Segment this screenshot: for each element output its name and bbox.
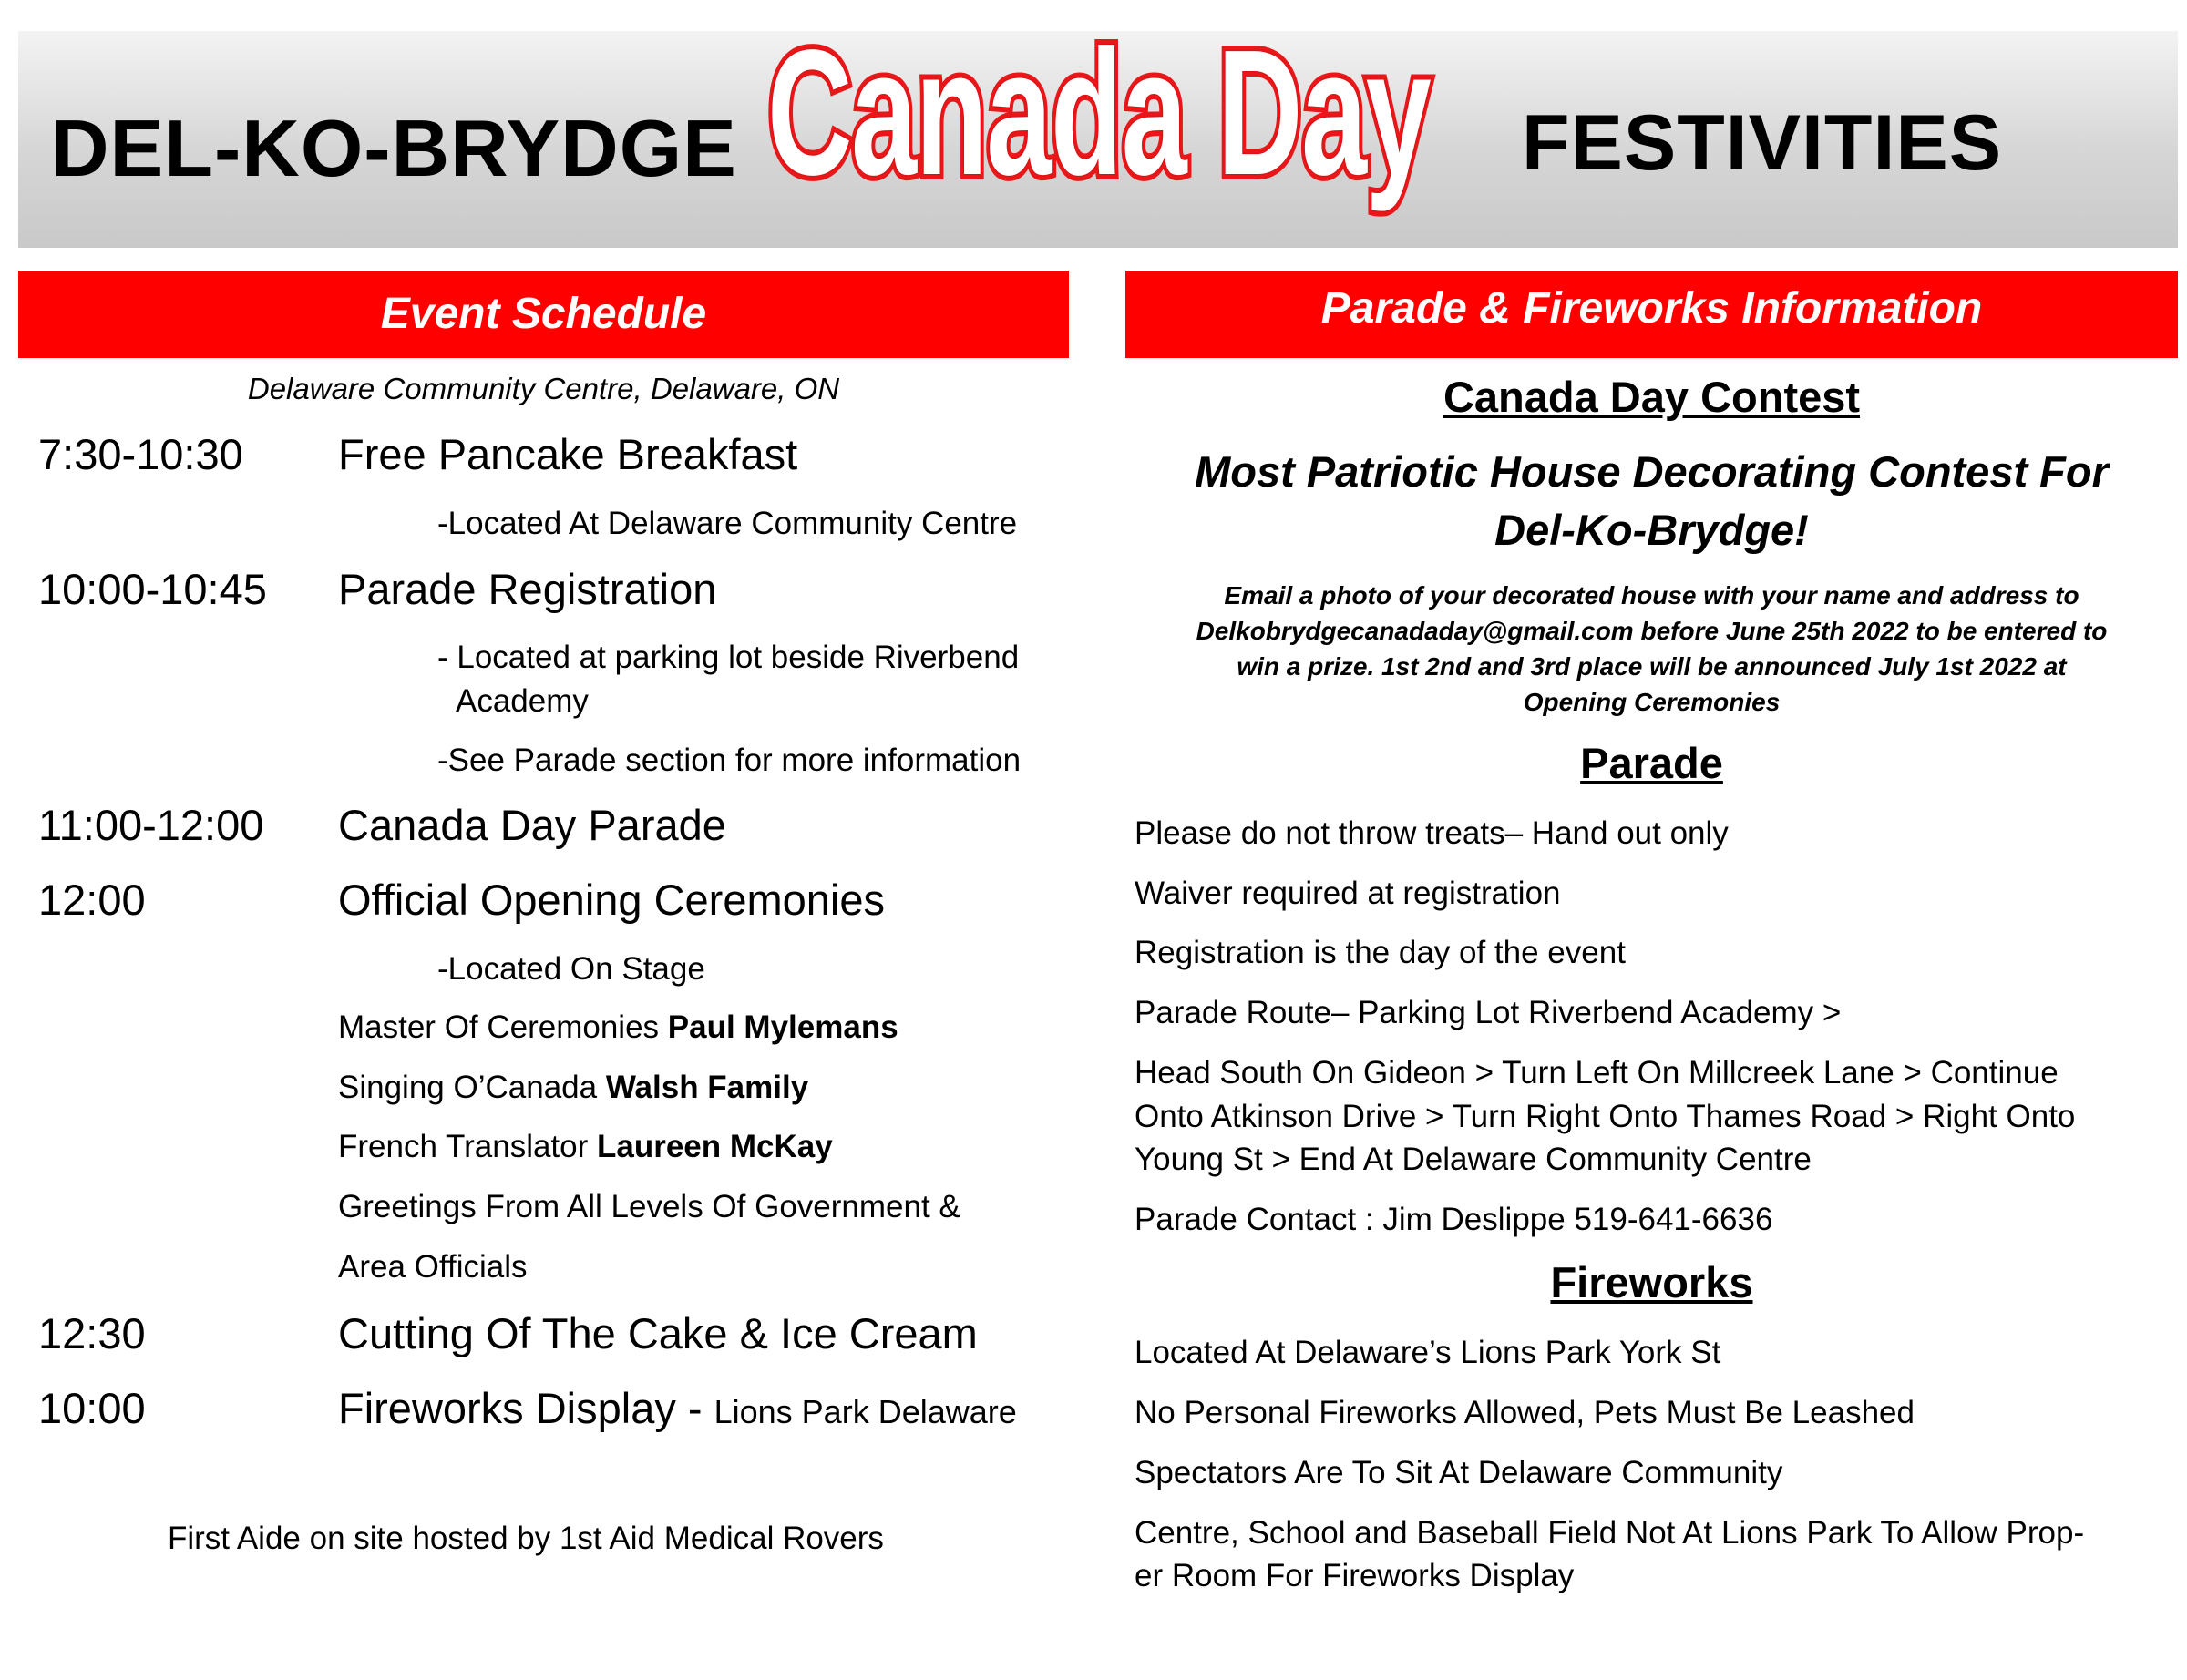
event-detail: -Located On Stage — [437, 951, 705, 987]
parade-route-line: Onto Atkinson Drive > Turn Right Onto Thames Road > Right Onto — [1135, 1099, 2076, 1134]
event-detail: -Located At Delaware Community Centre — [437, 506, 1018, 541]
contest-details: Delkobrydgecanadaday@gmail.com before June 25th 2022 to be entered to — [1196, 617, 2108, 645]
parade-contact: Parade Contact : Jim Deslippe 519-641-6636 — [1135, 1202, 1773, 1237]
event-time: 10:00 — [38, 1384, 146, 1432]
event-detail: Academy — [456, 683, 589, 719]
event-detail: - Located at parking lot beside Riverbend — [437, 640, 1020, 675]
parade-info-line: Please do not throw treats– Hand out only — [1135, 815, 1729, 851]
parade-info-line: Registration is the day of the event — [1135, 935, 1626, 970]
parade-info-header: Parade & Fireworks Information — [1125, 271, 2178, 358]
parade-info-line: Parade Route– Parking Lot Riverbend Academy > — [1135, 995, 1842, 1030]
event-title: Fireworks Display - Lions Park Delaware — [338, 1384, 1017, 1432]
event-title: Canada Day Parade — [338, 801, 726, 849]
ceremony-person: Singing O’Canada Walsh Family — [338, 1070, 809, 1105]
event-time: 10:00-10:45 — [38, 565, 267, 613]
contest-details: Opening Ceremonies — [1523, 688, 1781, 716]
event-title: Cutting Of The Cake & Ice Cream — [338, 1309, 978, 1357]
contest-title: Most Patriotic House Decorating Contest For — [1195, 447, 2109, 496]
banner-title: Canada Day — [767, 13, 1431, 212]
fireworks-info-line: Centre, School and Baseball Field Not At Lions Park To Allow Prop- — [1135, 1515, 2085, 1551]
greetings-line: Greetings From All Levels Of Government & — [338, 1189, 960, 1224]
event-title: Parade Registration — [338, 565, 717, 613]
banner-left-text: DEL-KO-BRYDGE — [51, 103, 737, 193]
parade-route-line: Young St > End At Delaware Community Centre — [1135, 1142, 1812, 1177]
contest-details: Email a photo of your decorated house with your name and address to — [1224, 581, 2079, 610]
ceremony-person: Master Of Ceremonies Paul Mylemans — [338, 1009, 898, 1045]
event-detail: -See Parade section for more information — [437, 743, 1022, 778]
contest-details: win a prize. 1st 2nd and 3rd place will be announced July 1st 2022 at — [1237, 652, 2067, 681]
parade-info-line: Waiver required at registration — [1135, 876, 1561, 911]
title-banner — [18, 13, 2178, 248]
fireworks-info-line: er Room For Fireworks Display — [1135, 1558, 1575, 1593]
first-aid-note: First Aide on site hosted by 1st Aid Medical Rovers — [168, 1521, 884, 1556]
parade-heading: Parade — [1580, 739, 1723, 787]
event-schedule-header: Event Schedule — [18, 271, 1069, 358]
contest-title: Del-Ko-Brydge! — [1494, 506, 1809, 554]
fireworks-info-line: Spectators Are To Sit At Delaware Community — [1135, 1455, 1783, 1490]
fireworks-info-line: Located At Delaware’s Lions Park York St — [1135, 1335, 1721, 1370]
event-time: 11:00-12:00 — [38, 801, 264, 849]
ceremony-person: French Translator Laureen McKay — [338, 1129, 833, 1164]
fireworks-info-line: No Personal Fireworks Allowed, Pets Must Be Leashed — [1135, 1395, 1915, 1430]
fireworks-heading: Fireworks — [1550, 1258, 1753, 1306]
banner-right-text: FESTIVITIES — [1522, 99, 2003, 187]
event-title: Official Opening Ceremonies — [338, 876, 885, 924]
event-time: 7:30-10:30 — [38, 430, 243, 478]
contest-heading: Canada Day Contest — [1443, 373, 1861, 421]
schedule-location: Delaware Community Centre, Delaware, ON — [247, 372, 840, 405]
event-time: 12:00 — [38, 876, 146, 924]
event-title: Free Pancake Breakfast — [338, 430, 798, 478]
greetings-line: Area Officials — [338, 1249, 528, 1285]
parade-route-line: Head South On Gideon > Turn Left On Millcreek Lane > Continue — [1135, 1055, 2059, 1091]
event-time: 12:30 — [38, 1309, 146, 1357]
